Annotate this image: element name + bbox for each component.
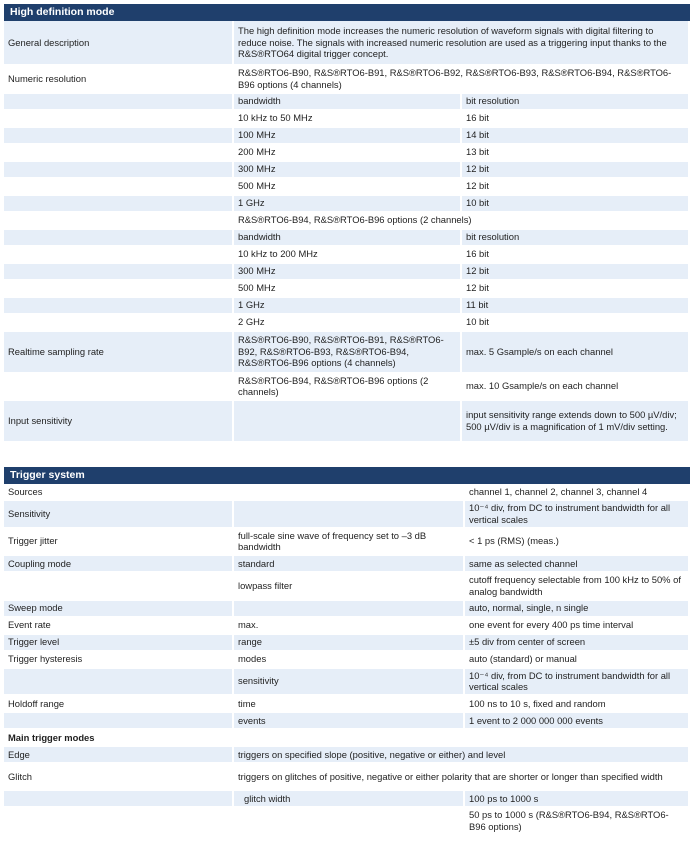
row-label bbox=[4, 280, 233, 297]
table-row bbox=[4, 21, 689, 65]
row-label bbox=[4, 110, 233, 127]
table-row bbox=[4, 807, 689, 835]
row-condition bbox=[233, 484, 464, 500]
row-value: cutoff frequency selectable from 100 kHz to 50% of analog bandwidth bbox=[464, 572, 689, 600]
table-row bbox=[4, 763, 689, 790]
row-value: triggers on glitches of positive, negative or either polarity that are shorter or longer than specified width bbox=[233, 763, 689, 790]
row-label bbox=[4, 712, 233, 729]
row-label: Input sensitivity bbox=[4, 400, 233, 442]
spec-table bbox=[4, 21, 690, 443]
table-row bbox=[4, 400, 689, 442]
row-label bbox=[4, 178, 233, 195]
row-condition: 200 MHz bbox=[233, 144, 461, 161]
high-definition-section bbox=[4, 4, 690, 443]
row-value: triggers on specified slope (positive, negative or either) and level bbox=[233, 746, 689, 763]
row-label bbox=[4, 229, 233, 246]
section-header: Trigger system bbox=[4, 467, 690, 484]
row-condition: glitch width bbox=[233, 790, 464, 807]
row-label bbox=[4, 246, 233, 263]
row-value: 1 event to 2 000 000 000 events bbox=[464, 712, 689, 729]
table-row bbox=[4, 212, 689, 229]
row-condition bbox=[233, 500, 464, 528]
row-condition: standard bbox=[233, 555, 464, 572]
row-label bbox=[4, 297, 233, 314]
row-condition: events bbox=[233, 712, 464, 729]
row-condition bbox=[233, 807, 464, 835]
table-row bbox=[4, 712, 689, 729]
row-label: Sensitivity bbox=[4, 500, 233, 528]
table-row bbox=[4, 144, 689, 161]
trigger-system-section bbox=[4, 467, 690, 836]
row-label bbox=[4, 572, 233, 600]
row-condition: range bbox=[233, 634, 464, 651]
row-condition: 10 kHz to 200 MHz bbox=[233, 246, 461, 263]
row-condition: 1 GHz bbox=[233, 297, 461, 314]
table-row bbox=[4, 314, 689, 331]
row-value: 12 bit bbox=[461, 263, 689, 280]
row-value bbox=[464, 729, 689, 746]
row-value: channel 1, channel 2, channel 3, channel 4 bbox=[464, 484, 689, 500]
table-row bbox=[4, 634, 689, 651]
table-row bbox=[4, 617, 689, 634]
row-label: Sources bbox=[4, 484, 233, 500]
row-label bbox=[4, 127, 233, 144]
row-value: 10⁻⁴ div, from DC to instrument bandwidth for all vertical scales bbox=[464, 668, 689, 696]
table-row bbox=[4, 195, 689, 212]
row-value: 13 bit bbox=[461, 144, 689, 161]
row-value: 10 bit bbox=[461, 195, 689, 212]
row-condition: 2 GHz bbox=[233, 314, 461, 331]
table-row bbox=[4, 729, 689, 746]
row-condition: 10 kHz to 50 MHz bbox=[233, 110, 461, 127]
row-condition bbox=[233, 729, 464, 746]
row-value: 11 bit bbox=[461, 297, 689, 314]
row-label: Glitch bbox=[4, 763, 233, 790]
table-row bbox=[4, 500, 689, 528]
row-label: Realtime sampling rate bbox=[4, 331, 233, 373]
row-label bbox=[4, 195, 233, 212]
row-condition: 300 MHz bbox=[233, 263, 461, 280]
row-condition: 1 GHz bbox=[233, 195, 461, 212]
row-condition: R&S®RTO6-B94, R&S®RTO6-B96 options (2 channels) bbox=[233, 373, 461, 401]
row-label: Trigger jitter bbox=[4, 528, 233, 556]
row-value: 16 bit bbox=[461, 246, 689, 263]
table-row bbox=[4, 746, 689, 763]
row-label bbox=[4, 212, 233, 229]
table-row bbox=[4, 528, 689, 556]
row-value: max. 5 Gsample/s on each channel bbox=[461, 331, 689, 373]
table-row bbox=[4, 280, 689, 297]
table-row bbox=[4, 127, 689, 144]
row-condition bbox=[233, 600, 464, 617]
table-row bbox=[4, 229, 689, 246]
table-row bbox=[4, 373, 689, 401]
row-value: one event for every 400 ps time interval bbox=[464, 617, 689, 634]
table-row bbox=[4, 178, 689, 195]
spec-table bbox=[4, 484, 690, 836]
table-row bbox=[4, 668, 689, 696]
row-value: 12 bit bbox=[461, 280, 689, 297]
row-label bbox=[4, 161, 233, 178]
row-condition: sensitivity bbox=[233, 668, 464, 696]
row-label bbox=[4, 807, 233, 835]
row-label: Event rate bbox=[4, 617, 233, 634]
row-label: General description bbox=[4, 21, 233, 65]
row-label: Numeric resolution bbox=[4, 65, 233, 93]
row-condition: 300 MHz bbox=[233, 161, 461, 178]
row-condition: lowpass filter bbox=[233, 572, 464, 600]
row-label: Holdoff range bbox=[4, 695, 233, 712]
row-label bbox=[4, 373, 233, 401]
table-row bbox=[4, 555, 689, 572]
row-value: 10⁻⁴ div, from DC to instrument bandwidth for all vertical scales bbox=[464, 500, 689, 528]
row-value: 100 ps to 1000 s bbox=[464, 790, 689, 807]
row-condition: 500 MHz bbox=[233, 178, 461, 195]
table-row bbox=[4, 572, 689, 600]
row-value: 14 bit bbox=[461, 127, 689, 144]
table-row bbox=[4, 161, 689, 178]
row-label bbox=[4, 790, 233, 807]
row-condition: time bbox=[233, 695, 464, 712]
table-row bbox=[4, 263, 689, 280]
row-condition: bandwidth bbox=[233, 229, 461, 246]
row-label: Trigger level bbox=[4, 634, 233, 651]
row-value: bit resolution bbox=[461, 229, 689, 246]
table-row bbox=[4, 331, 689, 373]
row-value: max. 10 Gsample/s on each channel bbox=[461, 373, 689, 401]
table-row bbox=[4, 790, 689, 807]
row-value: R&S®RTO6-B94, R&S®RTO6-B96 options (2 channels) bbox=[233, 212, 689, 229]
row-label bbox=[4, 93, 233, 110]
row-condition: 100 MHz bbox=[233, 127, 461, 144]
row-label: Trigger hysteresis bbox=[4, 651, 233, 668]
row-value: 100 ns to 10 s, fixed and random bbox=[464, 695, 689, 712]
row-value: 12 bit bbox=[461, 178, 689, 195]
row-value: ±5 div from center of screen bbox=[464, 634, 689, 651]
table-row bbox=[4, 93, 689, 110]
table-row bbox=[4, 110, 689, 127]
row-condition: max. bbox=[233, 617, 464, 634]
table-row bbox=[4, 600, 689, 617]
section-header: High definition mode bbox=[4, 4, 690, 21]
row-value: auto, normal, single, n single bbox=[464, 600, 689, 617]
table-row bbox=[4, 246, 689, 263]
row-value: R&S®RTO6-B90, R&S®RTO6-B91, R&S®RTO6-B92, R&S®RTO6-B93, R&S®RTO6-B94, R&S®RTO6-B96 options (4 channels) bbox=[233, 65, 689, 93]
row-value: < 1 ps (RMS) (meas.) bbox=[464, 528, 689, 556]
row-value: bit resolution bbox=[461, 93, 689, 110]
row-label: Edge bbox=[4, 746, 233, 763]
row-label bbox=[4, 263, 233, 280]
row-condition bbox=[233, 400, 461, 442]
row-value: 50 ps to 1000 s (R&S®RTO6-B94, R&S®RTO6-B96 options) bbox=[464, 807, 689, 835]
row-label: Main trigger modes bbox=[4, 729, 233, 746]
row-label bbox=[4, 314, 233, 331]
table-row bbox=[4, 695, 689, 712]
row-value: same as selected channel bbox=[464, 555, 689, 572]
row-label bbox=[4, 144, 233, 161]
row-value: 16 bit bbox=[461, 110, 689, 127]
row-label: Coupling mode bbox=[4, 555, 233, 572]
row-condition: modes bbox=[233, 651, 464, 668]
row-label: Sweep mode bbox=[4, 600, 233, 617]
row-value: 10 bit bbox=[461, 314, 689, 331]
row-value: auto (standard) or manual bbox=[464, 651, 689, 668]
row-value: 12 bit bbox=[461, 161, 689, 178]
row-value: input sensitivity range extends down to 500 µV/div; 500 µV/div is a magnification of 1 mV/div setting. bbox=[461, 400, 689, 442]
row-condition: R&S®RTO6-B90, R&S®RTO6-B91, R&S®RTO6-B92, R&S®RTO6-B93, R&S®RTO6-B94, R&S®RTO6-B96 options (4 channels) bbox=[233, 331, 461, 373]
table-row bbox=[4, 297, 689, 314]
row-condition: full-scale sine wave of frequency set to –3 dB bandwidth bbox=[233, 528, 464, 556]
table-row bbox=[4, 651, 689, 668]
table-row bbox=[4, 65, 689, 93]
row-condition: 500 MHz bbox=[233, 280, 461, 297]
row-value: The high definition mode increases the numeric resolution of waveform signals with digital filtering to reduce noise. The signals with increased numeric resolution are used as a triggering input thanks to the R&S®RTO64 digital trigger concept. bbox=[233, 21, 689, 65]
row-label bbox=[4, 668, 233, 696]
row-condition: bandwidth bbox=[233, 93, 461, 110]
table-row bbox=[4, 484, 689, 500]
